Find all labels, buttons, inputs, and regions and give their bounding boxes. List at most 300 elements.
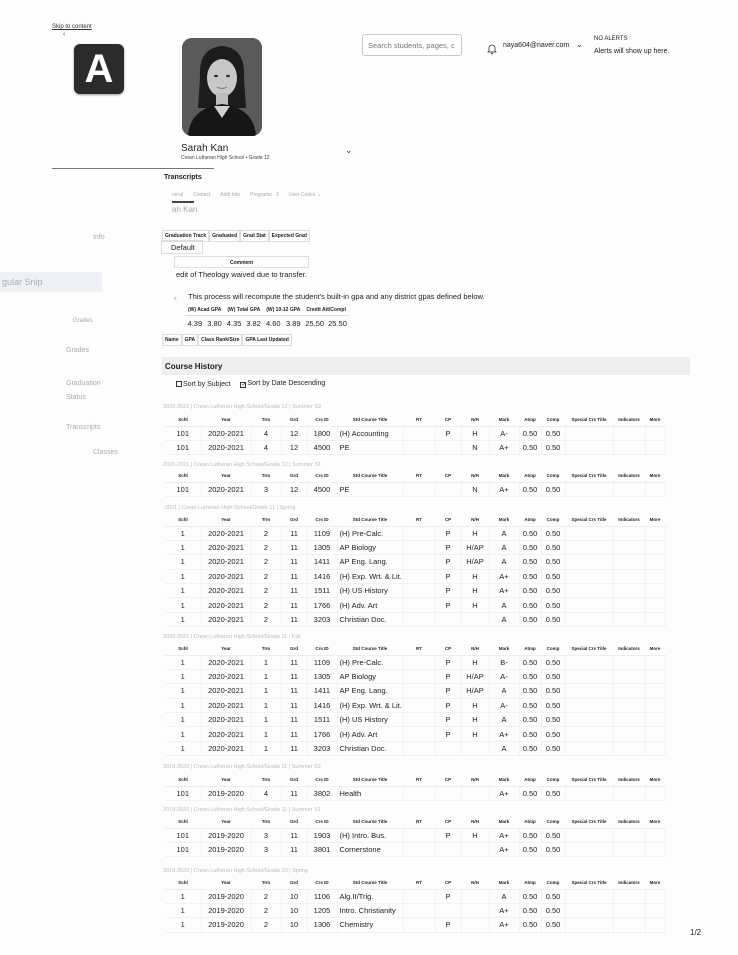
column-header[interactable]: Trm: [251, 815, 281, 828]
table-cell: [565, 526, 613, 540]
column-header[interactable]: Special Crs Title: [565, 773, 613, 786]
table-row[interactable]: [165, 669, 665, 683]
table-row[interactable]: [165, 741, 665, 755]
column-header[interactable]: Indicators: [613, 469, 645, 482]
column-header[interactable]: Indicators: [613, 513, 645, 526]
column-header[interactable]: Comp: [541, 413, 565, 426]
table-cell: 11: [281, 684, 307, 698]
table-cell: [613, 698, 645, 712]
column-header[interactable]: CP: [435, 815, 461, 828]
table-cell: 1411: [307, 684, 337, 698]
column-header[interactable]: Indicators: [613, 642, 645, 655]
user-email[interactable]: naya604@naver.com: [503, 42, 570, 49]
table-cell: 1306: [307, 918, 337, 932]
column-header[interactable]: Trm: [251, 413, 281, 426]
column-header[interactable]: RT: [403, 876, 435, 889]
table-cell: [613, 713, 645, 727]
chevron-down-icon[interactable]: ⌄: [576, 40, 583, 49]
table-cell: 1: [165, 698, 201, 712]
column-header[interactable]: CP: [435, 469, 461, 482]
table-cell: Alg.II/Trig.: [337, 889, 403, 903]
table-cell: (H) Adv. Art: [337, 727, 403, 741]
gpa-value: 3.89: [285, 319, 301, 328]
column-header[interactable]: Comp: [541, 513, 565, 526]
table-row[interactable]: [165, 598, 665, 612]
table-cell: [435, 786, 461, 800]
column-header[interactable]: Schl: [165, 642, 201, 655]
column-header[interactable]: Crs ID: [307, 815, 337, 828]
table-cell: AP Biology: [337, 540, 403, 554]
col-graduated: Graduated: [209, 230, 240, 242]
gpa-value: 4.35: [226, 319, 242, 328]
table-cell: 0.50: [541, 426, 565, 440]
table-cell: A: [489, 612, 519, 626]
table-row[interactable]: [165, 842, 665, 856]
column-header[interactable]: Comp: [541, 773, 565, 786]
column-header[interactable]: N/H: [461, 642, 489, 655]
table-cell: 10: [281, 889, 307, 903]
table-cell: [645, 584, 665, 598]
table-cell: 11: [281, 612, 307, 626]
column-header[interactable]: RT: [403, 513, 435, 526]
table-cell: 1: [251, 655, 281, 669]
column-header[interactable]: More: [645, 642, 665, 655]
table-cell: P: [435, 684, 461, 698]
column-header[interactable]: Indicators: [613, 876, 645, 889]
column-header[interactable]: RT: [403, 815, 435, 828]
tab-user-codes[interactable]: User Codes ⌄: [289, 192, 321, 198]
sidebar-item-classes[interactable]: Classes: [93, 449, 118, 456]
table-cell: H: [461, 727, 489, 741]
sort-by-subject-label: Sort by Subject: [183, 380, 231, 388]
table-cell: 11: [281, 842, 307, 856]
column-header[interactable]: Special Crs Title: [565, 513, 613, 526]
table-cell: 1106: [307, 889, 337, 903]
column-header[interactable]: Year: [201, 773, 251, 786]
col-name: Name: [162, 334, 182, 346]
column-header[interactable]: CP: [435, 642, 461, 655]
column-header[interactable]: Special Crs Title: [565, 469, 613, 482]
search-input[interactable]: [362, 34, 462, 56]
column-header[interactable]: Special Crs Title: [565, 815, 613, 828]
table-cell: 0.50: [519, 786, 541, 800]
column-header[interactable]: Atmp: [519, 513, 541, 526]
table-cell: 0.50: [541, 598, 565, 612]
table-cell: [613, 828, 645, 842]
course-table-header: [165, 815, 665, 828]
tab-addl-info[interactable]: Addl Info: [220, 192, 241, 198]
column-header[interactable]: Schl: [165, 413, 201, 426]
table-cell: 11: [281, 727, 307, 741]
profile-tabs: [172, 192, 321, 198]
table-cell: (H) Accounting: [337, 426, 403, 440]
column-header[interactable]: Year: [201, 513, 251, 526]
table-row[interactable]: [165, 727, 665, 741]
table-cell: 0.50: [519, 426, 541, 440]
column-header[interactable]: More: [645, 469, 665, 482]
column-header[interactable]: More: [645, 773, 665, 786]
column-header[interactable]: RT: [403, 773, 435, 786]
column-header[interactable]: Grd: [281, 413, 307, 426]
column-header[interactable]: Year: [201, 469, 251, 482]
term-label: -2021 | Crean Lutheran High School/Grade 11 | Spring: [163, 505, 296, 511]
table-cell: 101: [165, 440, 201, 454]
table-cell: A: [489, 526, 519, 540]
column-header[interactable]: Std Course Title: [337, 413, 403, 426]
column-header[interactable]: Crs ID: [307, 513, 337, 526]
column-header[interactable]: Atmp: [519, 469, 541, 482]
tab-contact[interactable]: Contact: [193, 192, 211, 198]
table-row[interactable]: [165, 889, 665, 903]
table-cell: [565, 540, 613, 554]
column-header[interactable]: Atmp: [519, 642, 541, 655]
table-cell: [645, 482, 665, 496]
table-cell: 1: [165, 555, 201, 569]
column-header[interactable]: Year: [201, 815, 251, 828]
table-cell: [565, 598, 613, 612]
table-cell: 2019-2020: [201, 918, 251, 932]
table-row[interactable]: [165, 482, 665, 496]
table-cell: 101: [165, 426, 201, 440]
column-header[interactable]: Comp: [541, 642, 565, 655]
table-cell: 1305: [307, 669, 337, 683]
table-cell: A-: [489, 669, 519, 683]
column-header[interactable]: CP: [435, 773, 461, 786]
column-header[interactable]: Schl: [165, 513, 201, 526]
table-cell: [565, 440, 613, 454]
app-logo[interactable]: A: [74, 44, 124, 94]
table-cell: [645, 526, 665, 540]
table-cell: 1416: [307, 698, 337, 712]
table-cell: 101: [165, 786, 201, 800]
table-cell: 2019-2020: [201, 903, 251, 917]
column-header[interactable]: CP: [435, 413, 461, 426]
table-cell: [645, 713, 665, 727]
table-row[interactable]: [165, 555, 665, 569]
table-cell: 0.50: [541, 903, 565, 917]
table-cell: Christian Doc.: [337, 612, 403, 626]
table-cell: PE: [337, 440, 403, 454]
table-row[interactable]: [165, 786, 665, 800]
table-cell: 1: [165, 526, 201, 540]
table-cell: 0.50: [519, 598, 541, 612]
column-header[interactable]: Crs ID: [307, 642, 337, 655]
table-cell: [565, 655, 613, 669]
column-header[interactable]: Special Crs Title: [565, 876, 613, 889]
table-cell: [613, 440, 645, 454]
table-cell: 3203: [307, 612, 337, 626]
column-header[interactable]: Crs ID: [307, 469, 337, 482]
table-cell: [613, 903, 645, 917]
table-cell: Cornerstone: [337, 842, 403, 856]
table-cell: 4500: [307, 482, 337, 496]
sidebar-item-snip[interactable]: gular Snip: [0, 272, 102, 292]
column-header[interactable]: Mark: [489, 513, 519, 526]
table-cell: [613, 569, 645, 583]
table-cell: 1: [251, 669, 281, 683]
sidebar-item-transcripts[interactable]: Transcripts: [66, 424, 101, 431]
column-header[interactable]: Grd: [281, 642, 307, 655]
table-row[interactable]: [165, 684, 665, 698]
column-header[interactable]: More: [645, 815, 665, 828]
table-cell: Health: [337, 786, 403, 800]
table-cell: Christian Doc.: [337, 741, 403, 755]
column-header[interactable]: Std Course Title: [337, 876, 403, 889]
table-cell: [613, 555, 645, 569]
sort-by-subject-checkbox[interactable]: [176, 381, 182, 387]
column-header[interactable]: Atmp: [519, 815, 541, 828]
column-header[interactable]: Std Course Title: [337, 513, 403, 526]
gpa-value: 25.50: [305, 319, 325, 328]
table-cell: 2020-2021: [201, 482, 251, 496]
column-header[interactable]: Trm: [251, 876, 281, 889]
table-cell: A: [489, 741, 519, 755]
table-cell: P: [435, 655, 461, 669]
table-row[interactable]: [165, 655, 665, 669]
column-header[interactable]: Comp: [541, 469, 565, 482]
table-cell: [403, 655, 435, 669]
column-header[interactable]: Schl: [165, 876, 201, 889]
course-history-title: Course History: [162, 357, 690, 375]
column-header[interactable]: CP: [435, 876, 461, 889]
column-header[interactable]: Atmp: [519, 876, 541, 889]
table-cell: H: [461, 598, 489, 612]
table-cell: Intro. Christianity: [337, 903, 403, 917]
table-cell: 1: [165, 713, 201, 727]
table-cell: [645, 555, 665, 569]
column-header[interactable]: Trm: [251, 773, 281, 786]
table-row[interactable]: [165, 918, 665, 932]
sidebar-item-graduation-status[interactable]: Graduation Status: [66, 380, 101, 401]
table-cell: [645, 598, 665, 612]
column-header[interactable]: Crs ID: [307, 876, 337, 889]
table-cell: 0.50: [519, 727, 541, 741]
column-header[interactable]: Mark: [489, 876, 519, 889]
table-cell: A+: [489, 440, 519, 454]
column-header[interactable]: Schl: [165, 815, 201, 828]
term-label: 2019-2020 | Crean Lutheran High School/Grade 10 | Spring: [163, 868, 309, 874]
column-header[interactable]: Crs ID: [307, 413, 337, 426]
column-header[interactable]: Indicators: [613, 413, 645, 426]
table-cell: 0.50: [541, 555, 565, 569]
table-cell: 2020-2021: [201, 713, 251, 727]
table-cell: 1: [165, 669, 201, 683]
table-cell: 2020-2021: [201, 741, 251, 755]
recompute-bullet: s: [174, 296, 177, 302]
column-header[interactable]: Std Course Title: [337, 815, 403, 828]
table-cell: [645, 569, 665, 583]
column-header[interactable]: Special Crs Title: [565, 413, 613, 426]
table-cell: AP Biology: [337, 669, 403, 683]
table-row[interactable]: [165, 569, 665, 583]
column-header[interactable]: Crs ID: [307, 773, 337, 786]
table-row[interactable]: [165, 828, 665, 842]
table-cell: 1: [251, 713, 281, 727]
column-header[interactable]: Grd: [281, 773, 307, 786]
table-cell: 3802: [307, 786, 337, 800]
table-cell: 0.50: [519, 669, 541, 683]
table-cell: 0.50: [541, 440, 565, 454]
table-cell: 2: [251, 555, 281, 569]
table-row[interactable]: [165, 540, 665, 554]
table-row[interactable]: [165, 713, 665, 727]
column-header[interactable]: Comp: [541, 876, 565, 889]
table-cell: 2020-2021: [201, 440, 251, 454]
table-row[interactable]: [165, 612, 665, 626]
table-cell: [565, 918, 613, 932]
column-header[interactable]: Year: [201, 642, 251, 655]
column-header[interactable]: More: [645, 513, 665, 526]
column-header[interactable]: Year: [201, 876, 251, 889]
col-class-rank: Class Rank/Size: [198, 334, 242, 346]
col-expected-grad: Expected Grad: [269, 230, 310, 242]
column-header[interactable]: Std Course Title: [337, 642, 403, 655]
table-row[interactable]: [165, 526, 665, 540]
table-cell: [565, 584, 613, 598]
table-cell: [461, 889, 489, 903]
column-header[interactable]: Trm: [251, 469, 281, 482]
table-row[interactable]: [165, 584, 665, 598]
table-cell: 2019-2020: [201, 889, 251, 903]
column-header[interactable]: Mark: [489, 469, 519, 482]
table-cell: [403, 713, 435, 727]
table-cell: 2: [251, 526, 281, 540]
column-header[interactable]: Trm: [251, 513, 281, 526]
column-header[interactable]: Schl: [165, 469, 201, 482]
table-cell: 3: [251, 842, 281, 856]
table-cell: [645, 698, 665, 712]
table-cell: 2020-2021: [201, 426, 251, 440]
table-cell: 2020-2021: [201, 698, 251, 712]
table-row[interactable]: [165, 426, 665, 440]
tab-programs[interactable]: Programs · 6: [250, 192, 280, 198]
column-header[interactable]: Special Crs Title: [565, 642, 613, 655]
tab-general[interactable]: neral: [172, 192, 184, 198]
table-cell: 0.50: [541, 786, 565, 800]
table-cell: 2: [251, 584, 281, 598]
column-header[interactable]: N/H: [461, 876, 489, 889]
column-header[interactable]: Comp: [541, 815, 565, 828]
sort-by-date-option[interactable]: [240, 380, 325, 388]
bell-icon[interactable]: [487, 42, 497, 54]
table-cell: 0.50: [519, 842, 541, 856]
course-table: [165, 876, 666, 933]
table-cell: A: [489, 540, 519, 554]
table-cell: H: [461, 828, 489, 842]
table-cell: 0.50: [519, 555, 541, 569]
column-header[interactable]: N/H: [461, 469, 489, 482]
column-header[interactable]: Grd: [281, 815, 307, 828]
table-cell: A-: [489, 426, 519, 440]
column-header[interactable]: Mark: [489, 413, 519, 426]
column-header[interactable]: Grd: [281, 469, 307, 482]
table-cell: P: [435, 598, 461, 612]
column-header[interactable]: Indicators: [613, 773, 645, 786]
sort-by-subject-option[interactable]: [176, 381, 230, 388]
gpa-value: 3.80: [207, 319, 222, 328]
table-row[interactable]: [165, 440, 665, 454]
table-cell: P: [435, 526, 461, 540]
column-header[interactable]: Atmp: [519, 413, 541, 426]
sidebar-item-grades[interactable]: Grades: [66, 347, 89, 354]
table-cell: 1416: [307, 569, 337, 583]
column-header[interactable]: N/H: [461, 513, 489, 526]
table-cell: [565, 555, 613, 569]
column-header[interactable]: More: [645, 413, 665, 426]
column-header[interactable]: RT: [403, 469, 435, 482]
column-header[interactable]: CP: [435, 513, 461, 526]
column-header[interactable]: More: [645, 876, 665, 889]
course-table: [165, 773, 666, 801]
table-cell: H: [461, 426, 489, 440]
column-header[interactable]: Grd: [281, 513, 307, 526]
sort-by-date-checkbox[interactable]: ✓: [241, 382, 247, 388]
column-header[interactable]: Std Course Title: [337, 469, 403, 482]
column-header[interactable]: Grd: [281, 876, 307, 889]
back-chevron-icon[interactable]: ‹: [63, 31, 66, 38]
table-cell: [403, 786, 435, 800]
table-cell: [565, 569, 613, 583]
column-header[interactable]: RT: [403, 642, 435, 655]
column-header[interactable]: Mark: [489, 642, 519, 655]
column-header[interactable]: Mark: [489, 815, 519, 828]
table-cell: 2: [251, 598, 281, 612]
table-cell: 1: [251, 727, 281, 741]
table-row[interactable]: [165, 698, 665, 712]
sidebar-item-info[interactable]: Info: [93, 234, 105, 241]
table-cell: H: [461, 713, 489, 727]
col-grad-stat: Grad Stat: [240, 230, 269, 242]
table-cell: H/AP: [461, 684, 489, 698]
column-header[interactable]: Indicators: [613, 815, 645, 828]
table-cell: [403, 727, 435, 741]
table-cell: 10: [281, 903, 307, 917]
skip-to-content-link[interactable]: Skip to content: [52, 24, 92, 30]
column-header[interactable]: Schl: [165, 773, 201, 786]
column-header[interactable]: Year: [201, 413, 251, 426]
table-cell: 0.50: [541, 684, 565, 698]
student-school-grade: Crean Lutheran High School • Grade 12: [181, 155, 270, 161]
table-cell: 4: [251, 786, 281, 800]
table-cell: [613, 426, 645, 440]
column-header[interactable]: Trm: [251, 642, 281, 655]
table-cell: [403, 426, 435, 440]
table-cell: [645, 655, 665, 669]
table-cell: N: [461, 440, 489, 454]
sidebar-item-grades-faded[interactable]: Grades: [73, 318, 93, 324]
table-cell: 0.50: [541, 918, 565, 932]
page-number: 1/2: [690, 928, 702, 937]
table-row[interactable]: [165, 903, 665, 917]
table-cell: [403, 889, 435, 903]
chevron-down-icon[interactable]: ⌄: [345, 145, 353, 155]
table-cell: [403, 555, 435, 569]
term-label: 2020-2021 | Crean Lutheran High School/Grade 12 | Summer S2: [163, 404, 322, 410]
column-header[interactable]: Mark: [489, 773, 519, 786]
table-cell: 1: [251, 684, 281, 698]
column-header[interactable]: N/H: [461, 413, 489, 426]
column-header[interactable]: Std Course Title: [337, 773, 403, 786]
table-cell: A+: [489, 903, 519, 917]
column-header[interactable]: Atmp: [519, 773, 541, 786]
column-header[interactable]: N/H: [461, 773, 489, 786]
column-header[interactable]: RT: [403, 413, 435, 426]
table-cell: 0.50: [541, 713, 565, 727]
column-header[interactable]: N/H: [461, 815, 489, 828]
table-cell: 12: [281, 482, 307, 496]
table-cell: [645, 903, 665, 917]
table-cell: 3: [251, 482, 281, 496]
